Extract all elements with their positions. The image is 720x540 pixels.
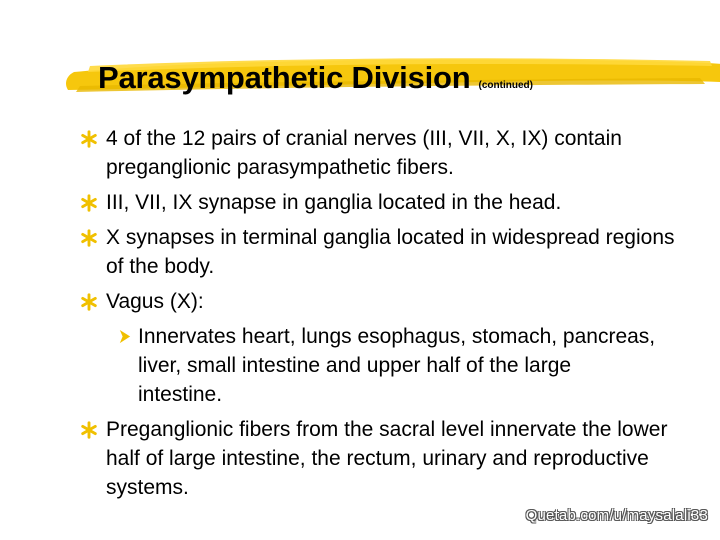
asterisk-bullet-icon bbox=[80, 421, 98, 439]
watermark-text: Quetab.com/u/maysalali33 bbox=[525, 507, 708, 524]
bullet-text: III, VII, IX synapse in ganglia located in the head. bbox=[106, 191, 562, 214]
sub-bullet-item bbox=[0, 322, 658, 409]
asterisk-bullet-icon bbox=[80, 293, 98, 311]
asterisk-bullet-icon bbox=[80, 194, 98, 212]
asterisk-bullet-icon bbox=[80, 130, 98, 148]
slide-title-block bbox=[98, 60, 533, 96]
bullet-item bbox=[0, 188, 676, 217]
bullet-text: 4 of the 12 pairs of cranial nerves (III, VII, X, IX) contain preganglionic parasympathetic fibers. bbox=[106, 127, 622, 179]
bullet-item bbox=[0, 223, 676, 281]
bullet-item bbox=[0, 124, 676, 182]
arrowhead-bullet-icon bbox=[117, 329, 132, 344]
slide-title: Parasympathetic Division bbox=[98, 60, 471, 95]
slide-title-suffix: (continued) bbox=[478, 80, 533, 91]
sub-bullet-text: Innervates heart, lungs esophagus, stomach, pancreas, liver, small intestine and upper half of the large intestine. bbox=[138, 325, 656, 406]
bullet-text: Vagus (X): bbox=[106, 290, 204, 313]
bullet-list bbox=[0, 124, 720, 508]
bullet-text: X synapses in terminal ganglia located in widespread regions of the body. bbox=[106, 226, 675, 278]
bullet-item bbox=[0, 415, 676, 502]
bullet-item bbox=[0, 287, 676, 316]
bullet-text: Preganglionic fibers from the sacral level innervate the lower half of large intestine, the rectum, urinary and reproductive systems. bbox=[106, 418, 668, 499]
asterisk-bullet-icon bbox=[80, 229, 98, 247]
